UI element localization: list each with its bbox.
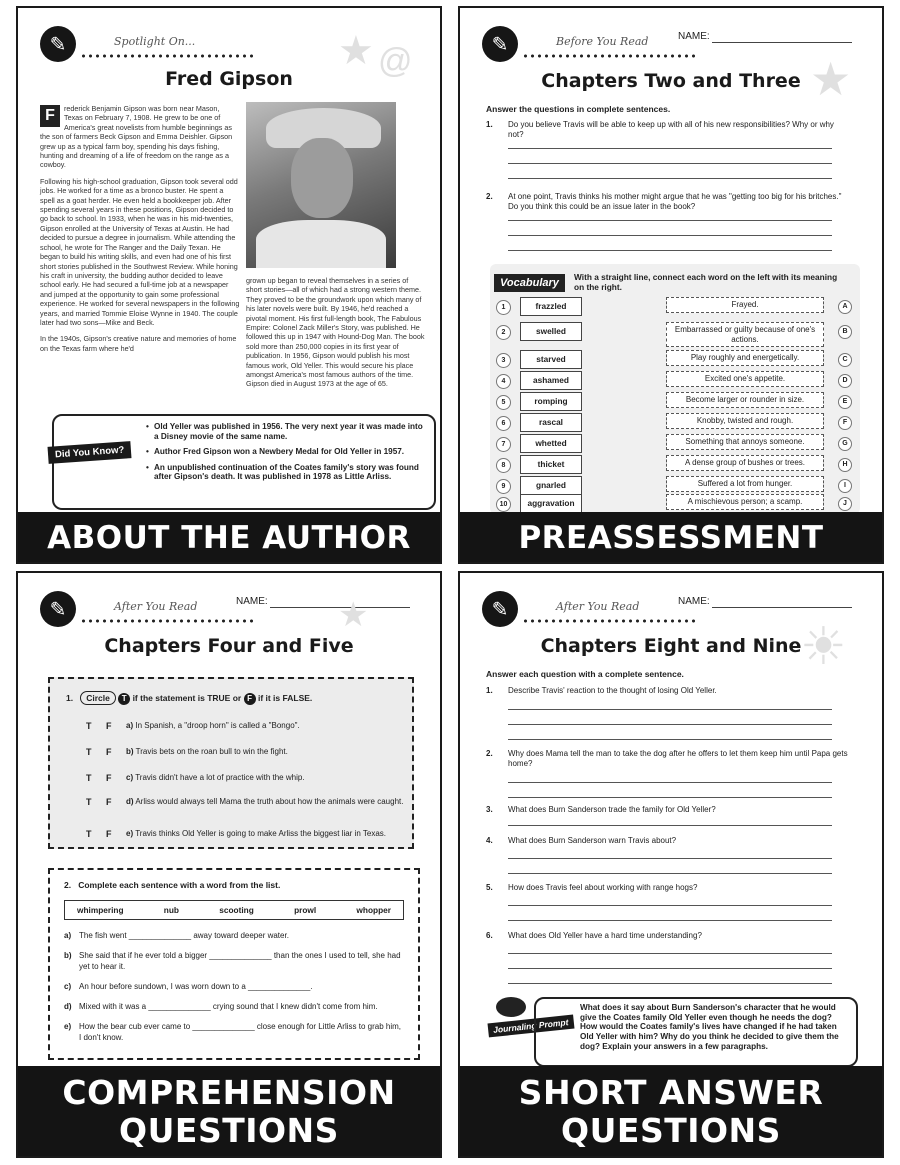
journal-icon (496, 997, 526, 1017)
fill-in-sentence[interactable]: d) Mixed with it was a ______________ crying sound that I knew didn't come from him. (64, 1002, 378, 1011)
vocab-definition[interactable]: Knobby, twisted and rough. (666, 413, 824, 429)
star-icon: ★ (338, 596, 369, 634)
bio-paragraph: rederick Benjamin Gipson was born near Mason, Texas on February 7, 1908. He grew to be one of America's great novelists from humble beginnings as the son of farmers Beck Gipson and Emma Deishler. Gipson grew up as a typical farm boy, spending his days fishing, hunting and dreaming of a life of freedom on the range as a cowboy. (40, 104, 233, 170)
vocab-row: 5 romping Become larger or rounder in size. E (496, 392, 856, 412)
preassessment-page (458, 6, 884, 564)
pencil-icon: ✎ (482, 26, 518, 62)
fact-item: • An unpublished continuation of the Coates family's story was found after Gipson's death. It was published in 1978 as Little Arliss. (146, 463, 424, 482)
vocab-word[interactable]: swelled (520, 322, 582, 341)
drop-cap: F (40, 105, 60, 127)
author-photo (246, 102, 396, 268)
bio-column-left (40, 104, 240, 360)
true-false-item[interactable]: T F d) Arliss would always tell Mama the truth about how the animals were caught. (86, 797, 404, 807)
vocab-row: 6 rascal Knobby, twisted and rough. F (496, 413, 856, 433)
page-banner: SHORT ANSWER QUESTIONS (460, 1066, 882, 1156)
fill-in-sentence[interactable]: e) How the bear cub ever came to ______________ close enough for Little Arliss to grab him, I don't know. (64, 1022, 401, 1042)
short-answer-questions-page (458, 571, 884, 1158)
journaling-prompt-label: Journaling Prompt (488, 1015, 575, 1038)
true-false-instructions: 1. Circle T if the statement is TRUE or F if it is FALSE. (66, 693, 313, 703)
dotted-rule (80, 54, 255, 58)
bio-column-right (246, 276, 426, 396)
page-title: Fred Gipson (165, 68, 293, 90)
journaling-prompt (488, 997, 862, 1069)
name-label: NAME: (678, 596, 710, 607)
vocab-word[interactable]: rascal (520, 413, 582, 432)
pencil-icon: ✎ (482, 591, 518, 627)
vocab-row: 3 starved Play roughly and energetically. C (496, 350, 856, 370)
dotted-rule (522, 619, 697, 623)
vocab-word[interactable]: thicket (520, 455, 582, 474)
vocab-definition[interactable]: Embarrassed or guilty because of one's actions. (666, 322, 824, 347)
answer-lines[interactable] (508, 891, 832, 921)
question: 2. Why does Mama tell the man to take the dog after he offers to let them keep him until Papa gets home? (486, 749, 848, 768)
star-icon: ★ (338, 29, 374, 73)
vocab-definition[interactable]: A mischievous person; a scamp. (666, 494, 824, 510)
page-banner: COMPREHENSION QUESTIONS (18, 1066, 440, 1156)
name-field[interactable] (712, 42, 852, 43)
vocab-row: 8 thicket A dense group of bushes or trees. H (496, 455, 856, 475)
question: 3. What does Burn Sanderson trade the family for Old Yeller? (486, 805, 716, 814)
vocab-row: 4 ashamed Excited one's appetite. D (496, 371, 856, 391)
instructions: Answer the questions in complete sentences. (486, 104, 671, 114)
fact-item: • Old Yeller was published in 1956. The very next year it was made into a Disney movie of the same name. (146, 422, 424, 441)
swirl-icon: @ (378, 42, 413, 80)
page-title: Chapters Eight and Nine (540, 635, 802, 657)
vocab-definition[interactable]: Become larger or rounder in size. (666, 392, 824, 408)
question: 1. Do you believe Travis will be able to keep up with all of his new responsibilities? Why or why not? (486, 120, 834, 139)
bio-paragraph: In the 1940s, Gipson's creative nature and memories of home on the Texas farm where he'd (40, 334, 237, 353)
answer-lines[interactable] (508, 134, 832, 179)
fill-in-sentence[interactable]: b) She said that if he ever told a bigger ______________ than the ones I used to tell, she had yet to hear it. (64, 951, 401, 971)
vocab-word[interactable]: whetted (520, 434, 582, 453)
name-field[interactable] (712, 607, 852, 608)
pencil-icon: ✎ (40, 591, 76, 627)
section-kicker: Before You Read (556, 35, 649, 48)
answer-lines[interactable] (508, 844, 832, 874)
t-chip-icon: T (118, 693, 130, 705)
vocab-definition[interactable]: Frayed. (666, 297, 824, 313)
vocab-row: 2 swelled Embarrassed or guilty because of one's actions. B (496, 322, 856, 342)
journaling-prompt-text: What does it say about Burn Sanderson's character that he would give the Coates family Old Yeller even though he needs the dog? How would the Coates family's lives have changed if he had taken Old Yeller with him? Why do you think he decided to give them the dog? Explain your answers in a few paragraphs. (534, 997, 858, 1067)
answer-lines[interactable] (508, 939, 832, 984)
page-banner: ABOUT THE AUTHOR (18, 512, 440, 562)
vocab-definition[interactable]: Something that annoys someone. (666, 434, 824, 450)
answer-lines[interactable] (508, 206, 832, 251)
instructions: Answer each question with a complete sentence. (486, 669, 684, 679)
sun-icon: ☀ (800, 618, 847, 676)
vocab-word[interactable]: aggravation (520, 494, 582, 513)
page-banner: PREASSESSMENT (460, 512, 882, 562)
did-you-know-label: Did You Know? (48, 441, 132, 464)
did-you-know-box (52, 414, 436, 510)
answer-lines[interactable] (508, 768, 832, 798)
true-false-item[interactable]: T F a) In Spanish, a "droop horn" is called a "Bongo". (86, 721, 300, 731)
answer-lines[interactable] (508, 811, 832, 826)
vocab-definition[interactable]: Suffered a lot from hunger. (666, 476, 824, 492)
question: 6. What does Old Yeller have a hard time understanding? (486, 931, 702, 940)
name-label: NAME: (678, 31, 710, 42)
dotted-rule (80, 619, 255, 623)
question: 2. At one point, Travis thinks his mother might argue that he was "getting too big for his britches." Do you think this could be an issue later in the book? (486, 192, 842, 211)
true-false-box (48, 677, 414, 849)
page-title: Chapters Four and Five (104, 635, 354, 657)
question: 4. What does Burn Sanderson warn Travis about? (486, 836, 677, 845)
fill-in-sentence[interactable]: c) An hour before sundown, I was worn down to a ______________. (64, 982, 313, 991)
dotted-rule (522, 54, 697, 58)
true-false-item[interactable]: T F e) Travis thinks Old Yeller is going to make Arliss the biggest liar in Texas. (86, 829, 386, 839)
vocab-row: 1 frazzled Frayed. A (496, 297, 856, 317)
answer-lines[interactable] (508, 695, 832, 740)
pencil-icon: ✎ (40, 26, 76, 62)
comprehension-questions-page (16, 571, 442, 1158)
section-kicker: After You Read (556, 600, 640, 613)
true-false-item[interactable]: T F b) Travis bets on the roan bull to win the fight. (86, 747, 288, 757)
name-label: NAME: (236, 596, 268, 607)
fill-in-instructions: 2. Complete each sentence with a word from the list. (64, 880, 281, 890)
question: 1. Describe Travis' reaction to the thought of losing Old Yeller. (486, 686, 717, 695)
vocab-row: 7 whetted Something that annoys someone. G (496, 434, 856, 454)
true-false-item[interactable]: T F c) Travis didn't have a lot of practice with the whip. (86, 773, 305, 783)
vocab-word[interactable]: ashamed (520, 371, 582, 390)
vocabulary-instructions: With a straight line, connect each word on the left with its meaning on the right. (574, 272, 838, 292)
vocab-definition[interactable]: A dense group of bushes or trees. (666, 455, 824, 471)
vocab-word[interactable]: frazzled (520, 297, 582, 316)
fill-in-sentence[interactable]: a) The fish went ______________ away toward deeper water. (64, 931, 289, 940)
fill-in-box (48, 868, 420, 1060)
vocabulary-label: Vocabulary (494, 274, 565, 292)
section-kicker: Spotlight On... (114, 35, 196, 48)
word-bank: whimpering nub scooting prowl whopper (64, 900, 404, 920)
bio-paragraph: Following his high-school graduation, Gipson took several odd jobs. He worked for a time as a bronco buster. He spent a spell as a goat herder. He even held a bookkeeper job. After spending several years in these positions, Gipson decided to go back to school. In 1933, when he was in his mid-twenties, Gipson enrolled at the University of Texas at Austin. He had decided to pursue a degree in journalism. While attending the school, he wrote for The Ranger and the Daily Texan. He began to build his writing skills, and even had one of his first short stories published in the Southwest Review. While honing his craft in university, the budding author decided to leave school early. He had secured a full-time job at a newspaper and jumped at the opportunity to gain some professional experience. He worked for several newspapers in the following years, and married Tommie Eloise Wynne in 1940. The couple later had two sons—Mike and Beck. (40, 176, 240, 327)
vocab-word[interactable]: gnarled (520, 476, 582, 495)
page-title: Chapters Two and Three (541, 70, 801, 92)
question: 5. How does Travis feel about working with range hogs? (486, 883, 698, 892)
bio-paragraph: grown up began to reveal themselves in a series of short stories—all of which had a strong western theme. They proved to be the groundwork upon which many of his later novels were built. By 1946, he'd reached a pivotal moment. His first full-length book, The Fabulous Empire: Colonel Zack Miller's Story, was published. He followed this up in 1947 with Hound-Dog Man. The book sold more than 250,000 copies in its first year of publication. In 1956, Gipson would publish his most famous work, Old Yeller. This would secure his place amongst America's most famous authors of the time. Gipson died in August 1973 at the age of 65. (246, 276, 425, 389)
vocab-definition[interactable]: Play roughly and energetically. (666, 350, 824, 366)
about-the-author-page (16, 6, 442, 564)
vocab-word[interactable]: romping (520, 392, 582, 411)
vocab-row: 9 gnarled Suffered a lot from hunger. I (496, 476, 856, 496)
fact-item: • Author Fred Gipson won a Newbery Medal for Old Yeller in 1957. (146, 447, 424, 457)
star-icon: ★ (810, 53, 852, 105)
f-chip-icon: F (244, 693, 256, 705)
section-kicker: After You Read (114, 600, 198, 613)
vocab-word[interactable]: starved (520, 350, 582, 369)
vocab-row: 10 aggravation A mischievous person; a scamp. J (496, 494, 856, 514)
vocab-definition[interactable]: Excited one's appetite. (666, 371, 824, 387)
